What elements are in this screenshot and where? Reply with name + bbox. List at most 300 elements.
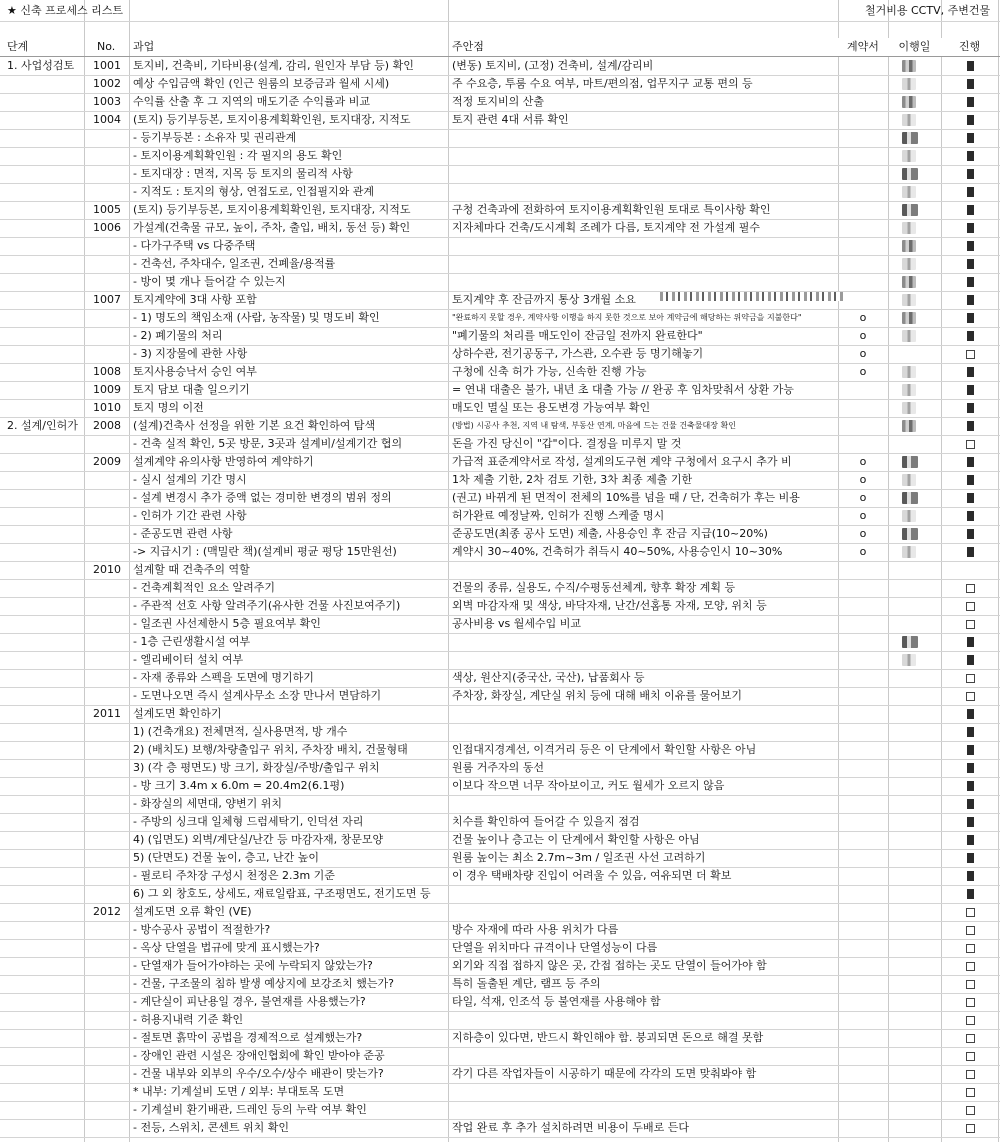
done-date-cell[interactable] (888, 345, 941, 363)
progress-cell[interactable] (941, 57, 998, 75)
done-date-cell[interactable] (888, 849, 941, 867)
no-cell[interactable] (90, 957, 129, 975)
progress-cell[interactable] (941, 399, 998, 417)
contract-cell[interactable]: o (859, 455, 867, 468)
progress-cell[interactable] (941, 1047, 998, 1065)
progress-cell[interactable] (941, 1011, 998, 1029)
task-cell[interactable]: - 토지이용계획확인원 : 각 필지의 용도 확인 (133, 149, 343, 162)
contract-cell[interactable] (838, 417, 888, 435)
progress-cell[interactable] (941, 507, 998, 525)
stage-cell[interactable] (4, 453, 84, 471)
notes-cell[interactable]: 지자체마다 건축/도시계획 조례가 다름, 토지계약 전 가설계 필수 (452, 221, 760, 234)
notes-cell[interactable]: 방수 자재에 따라 사용 위치가 다름 (452, 923, 619, 936)
contract-cell[interactable] (838, 1029, 888, 1047)
notes-cell[interactable] (449, 183, 838, 201)
no-cell[interactable] (90, 921, 129, 939)
no-cell[interactable] (90, 579, 129, 597)
stage-cell[interactable] (4, 741, 84, 759)
stage-cell[interactable] (4, 543, 84, 561)
contract-cell[interactable] (838, 291, 888, 309)
stage-cell[interactable] (4, 1119, 84, 1137)
done-date-cell[interactable] (888, 255, 941, 273)
task-cell[interactable]: - 2) 폐기물의 처리 (133, 329, 223, 342)
task-cell[interactable]: 설계계약 유의사항 반영하여 계약하기 (133, 455, 314, 468)
stage-cell[interactable] (4, 795, 84, 813)
notes-cell[interactable]: 치수를 확인하여 들어갈 수 있을지 점검 (452, 815, 640, 828)
stage-cell[interactable] (4, 93, 84, 111)
contract-cell[interactable] (838, 849, 888, 867)
notes-cell[interactable]: (권고) 바뀌게 된 면적이 전체의 10%를 넘을 때 / 단, 건축허가 후는 비용 (452, 491, 800, 504)
notes-cell[interactable] (449, 633, 838, 651)
sheet-title[interactable]: ★ 신축 프로세스 리스트 (7, 4, 123, 17)
contract-cell[interactable] (838, 1083, 888, 1101)
progress-empty-checkbox[interactable] (966, 908, 975, 917)
progress-cell[interactable] (941, 309, 998, 327)
done-date-cell[interactable] (888, 885, 941, 903)
notes-cell[interactable]: (방법) 시공사 추천, 지역 내 탐색, 부동산 연계, 마음에 드는 건물 건축물대장 확인 (452, 421, 736, 430)
done-date-cell[interactable] (888, 327, 941, 345)
contract-cell[interactable]: o (859, 527, 867, 540)
notes-cell[interactable] (449, 147, 838, 165)
done-date-cell[interactable] (888, 939, 941, 957)
contract-cell[interactable] (838, 669, 888, 687)
contract-cell[interactable] (838, 759, 888, 777)
progress-cell[interactable] (941, 1101, 998, 1119)
no-cell[interactable] (90, 777, 129, 795)
stage-cell[interactable] (4, 291, 84, 309)
contract-cell[interactable] (838, 885, 888, 903)
task-cell[interactable]: - 인허가 기간 관련 사항 (133, 509, 247, 522)
done-date-cell[interactable] (888, 435, 941, 453)
progress-cell[interactable] (941, 777, 998, 795)
no-cell[interactable] (90, 309, 129, 327)
done-date-cell[interactable] (888, 615, 941, 633)
notes-cell[interactable]: 준공도면(최종 공사 도면) 제출, 사용승인 후 잔금 지급(10~20%) (452, 527, 768, 540)
notes-cell[interactable]: 허가완료 예정날짜, 인허가 진행 스케줄 명시 (452, 509, 665, 522)
no-cell[interactable] (90, 993, 129, 1011)
progress-cell[interactable] (941, 975, 998, 993)
done-date-cell[interactable] (888, 1065, 941, 1083)
done-date-cell[interactable] (888, 903, 941, 921)
notes-cell[interactable] (449, 1101, 838, 1119)
progress-cell[interactable] (941, 291, 998, 309)
stage-cell[interactable] (4, 975, 84, 993)
stage-cell[interactable] (4, 471, 84, 489)
progress-empty-checkbox[interactable] (966, 926, 975, 935)
progress-cell[interactable] (941, 237, 998, 255)
progress-cell[interactable] (941, 129, 998, 147)
progress-empty-checkbox[interactable] (966, 1052, 975, 1061)
task-cell[interactable]: - 필로티 주차장 구성시 천정은 2.3m 기준 (133, 869, 335, 882)
no-cell[interactable]: 1008 (93, 365, 121, 378)
contract-cell[interactable] (838, 201, 888, 219)
notes-cell[interactable] (449, 1047, 838, 1065)
no-cell[interactable] (90, 633, 129, 651)
progress-cell[interactable] (941, 939, 998, 957)
contract-cell[interactable] (838, 93, 888, 111)
no-cell[interactable] (90, 795, 129, 813)
progress-cell[interactable] (941, 867, 998, 885)
contract-cell[interactable]: o (859, 491, 867, 504)
task-cell[interactable]: 3) (각 층 평면도) 방 크기, 화장실/주방/출입구 위치 (133, 761, 380, 774)
done-date-cell[interactable] (888, 921, 941, 939)
stage-cell[interactable] (4, 777, 84, 795)
done-date-cell[interactable] (888, 1101, 941, 1119)
progress-cell[interactable] (941, 75, 998, 93)
stage-cell[interactable] (4, 1083, 84, 1101)
done-date-cell[interactable] (888, 1083, 941, 1101)
task-cell[interactable]: 설계할 때 건축주의 역할 (133, 563, 250, 576)
progress-cell[interactable] (941, 1029, 998, 1047)
task-cell[interactable]: - 자재 종류와 스펙을 도면에 명기하기 (133, 671, 314, 684)
progress-empty-checkbox[interactable] (966, 998, 975, 1007)
stage-cell[interactable]: 2. 설계/인허가 (7, 419, 78, 432)
done-date-cell[interactable] (888, 363, 941, 381)
progress-cell[interactable] (941, 525, 998, 543)
task-cell[interactable]: - 등기부등본 : 소유자 및 권리관계 (133, 131, 297, 144)
contract-cell[interactable] (838, 1119, 888, 1137)
no-cell[interactable]: 2009 (93, 455, 121, 468)
contract-cell[interactable] (838, 903, 888, 921)
stage-cell[interactable] (4, 201, 84, 219)
progress-cell[interactable] (941, 471, 998, 489)
task-cell[interactable]: - 준공도면 관련 사항 (133, 527, 233, 540)
progress-empty-checkbox[interactable] (966, 1106, 975, 1115)
notes-cell[interactable] (449, 129, 838, 147)
contract-cell[interactable] (838, 633, 888, 651)
task-cell[interactable]: (토지) 등기부등본, 토지이용계획확인원, 토지대장, 지적도 (133, 203, 411, 216)
stage-cell[interactable] (4, 399, 84, 417)
stage-cell[interactable] (4, 759, 84, 777)
task-cell[interactable]: 5) (단면도) 건물 높이, 층고, 난간 높이 (133, 851, 319, 864)
done-date-cell[interactable] (888, 381, 941, 399)
notes-cell[interactable] (449, 255, 838, 273)
done-date-cell[interactable] (888, 291, 941, 309)
stage-cell[interactable] (4, 525, 84, 543)
progress-cell[interactable] (941, 597, 998, 615)
no-cell[interactable] (90, 1065, 129, 1083)
notes-cell[interactable]: 원룸 거주자의 동선 (452, 761, 545, 774)
progress-empty-checkbox[interactable] (966, 692, 975, 701)
no-cell[interactable] (90, 255, 129, 273)
progress-cell[interactable] (941, 813, 998, 831)
done-date-cell[interactable] (888, 795, 941, 813)
no-cell[interactable] (90, 489, 129, 507)
stage-cell[interactable] (4, 129, 84, 147)
no-cell[interactable]: 1005 (93, 203, 121, 216)
no-cell[interactable] (90, 525, 129, 543)
notes-cell[interactable]: 인접대지경계선, 이격거리 등은 이 단계에서 확인할 사항은 아님 (452, 743, 757, 756)
stage-cell[interactable] (4, 921, 84, 939)
done-date-cell[interactable] (888, 1119, 941, 1137)
stage-cell[interactable] (4, 183, 84, 201)
contract-cell[interactable]: o (859, 473, 867, 486)
progress-cell[interactable] (941, 111, 998, 129)
contract-cell[interactable] (838, 975, 888, 993)
stage-cell[interactable] (4, 903, 84, 921)
header-done-date[interactable]: 이행일 (888, 38, 941, 56)
progress-cell[interactable] (941, 363, 998, 381)
contract-cell[interactable] (838, 723, 888, 741)
notes-cell[interactable]: 특히 돌출된 계단, 램프 등 주의 (452, 977, 601, 990)
notes-cell[interactable]: 돈을 가진 당신이 "갑"이다. 결정을 미루지 말 것 (452, 437, 682, 450)
stage-cell[interactable] (4, 597, 84, 615)
done-date-cell[interactable] (888, 165, 941, 183)
task-cell[interactable]: - 도면나오면 즉시 설계사무소 소장 만나서 면담하기 (133, 689, 382, 702)
task-cell[interactable]: - 기계설비 환기배관, 드레인 등의 누락 여부 확인 (133, 1103, 367, 1116)
contract-cell[interactable]: o (859, 347, 867, 360)
progress-cell[interactable] (941, 381, 998, 399)
contract-cell[interactable] (838, 381, 888, 399)
contract-cell[interactable] (838, 1011, 888, 1029)
contract-cell[interactable] (838, 615, 888, 633)
progress-cell[interactable] (941, 921, 998, 939)
progress-cell[interactable] (941, 1065, 998, 1083)
stage-cell[interactable] (4, 579, 84, 597)
no-cell[interactable]: 2012 (93, 905, 121, 918)
stage-cell[interactable] (4, 327, 84, 345)
header-no[interactable]: No. (94, 38, 129, 56)
task-cell[interactable]: 토지계약에 3대 사항 포함 (133, 293, 257, 306)
stage-cell[interactable] (4, 957, 84, 975)
done-date-cell[interactable] (888, 741, 941, 759)
progress-cell[interactable] (941, 417, 998, 435)
contract-cell[interactable] (838, 75, 888, 93)
done-date-cell[interactable] (888, 417, 941, 435)
no-cell[interactable] (90, 543, 129, 561)
task-cell[interactable]: - 1층 근린생활시설 여부 (133, 635, 251, 648)
progress-cell[interactable] (941, 183, 998, 201)
progress-empty-checkbox[interactable] (966, 962, 975, 971)
progress-cell[interactable] (941, 993, 998, 1011)
no-cell[interactable] (90, 1101, 129, 1119)
progress-cell[interactable] (941, 255, 998, 273)
done-date-cell[interactable] (888, 579, 941, 597)
notes-cell[interactable] (449, 885, 838, 903)
progress-cell[interactable] (941, 219, 998, 237)
done-date-cell[interactable] (888, 489, 941, 507)
task-cell[interactable]: - 허용지내력 기준 확인 (133, 1013, 244, 1026)
done-date-cell[interactable] (888, 831, 941, 849)
progress-cell[interactable] (941, 741, 998, 759)
no-cell[interactable]: 1007 (93, 293, 121, 306)
task-cell[interactable]: - 방이 몇 개나 들어갈 수 있는지 (133, 275, 286, 288)
done-date-cell[interactable] (888, 219, 941, 237)
no-cell[interactable] (90, 1047, 129, 1065)
progress-cell[interactable] (941, 345, 998, 363)
contract-cell[interactable] (838, 579, 888, 597)
notes-cell[interactable]: 매도인 멸실 또는 용도변경 가능여부 확인 (452, 401, 651, 414)
contract-cell[interactable] (838, 183, 888, 201)
task-cell[interactable]: - 장애인 관련 시설은 장애인협회에 확인 받아야 준공 (133, 1049, 385, 1062)
task-cell[interactable]: - 건축선, 주차대수, 일조권, 건폐율/용적률 (133, 257, 336, 270)
no-cell[interactable] (90, 615, 129, 633)
contract-cell[interactable] (838, 867, 888, 885)
task-cell[interactable]: - 3) 지장물에 관한 사항 (133, 347, 248, 360)
task-cell[interactable]: 1) (건축개요) 전체면적, 실사용면적, 방 개수 (133, 725, 348, 738)
notes-cell[interactable]: 작업 완료 후 추가 설치하려면 비용이 두배로 든다 (452, 1121, 689, 1134)
task-cell[interactable]: - 주관적 선호 사항 알려주기(유사한 건물 사진보여주기) (133, 599, 401, 612)
progress-cell[interactable] (941, 453, 998, 471)
contract-cell[interactable]: o (859, 545, 867, 558)
no-cell[interactable] (90, 273, 129, 291)
notes-cell[interactable]: 외벽 마감자재 및 색상, 바닥자재, 난간/선홈통 자재, 모양, 위치 등 (452, 599, 767, 612)
progress-empty-checkbox[interactable] (966, 584, 975, 593)
task-cell[interactable]: - 단열재가 들어가야하는 곳에 누락되지 않았는가? (133, 959, 373, 972)
contract-cell[interactable] (838, 1065, 888, 1083)
stage-cell[interactable] (4, 219, 84, 237)
task-cell[interactable]: 토지 명의 이전 (133, 401, 204, 414)
no-cell[interactable] (90, 1083, 129, 1101)
task-cell[interactable]: 가설계(건축물 규모, 높이, 주차, 출입, 배치, 동선 등) 확인 (133, 221, 411, 234)
task-cell[interactable]: - 계단실이 피난용일 경우, 불연재를 사용했는가? (133, 995, 366, 1008)
no-cell[interactable]: 2008 (93, 419, 121, 432)
stage-cell[interactable] (4, 1101, 84, 1119)
no-cell[interactable] (90, 759, 129, 777)
task-cell[interactable]: - 화장실의 세면대, 양변기 위치 (133, 797, 282, 810)
progress-cell[interactable] (941, 687, 998, 705)
notes-cell[interactable]: 이보다 작으면 너무 작아보이고, 커도 월세가 오르지 않음 (452, 779, 725, 792)
task-cell[interactable]: - 건물 내부와 외부의 우수/오수/상수 배관이 맞는가? (133, 1067, 384, 1080)
stage-cell[interactable] (4, 885, 84, 903)
progress-cell[interactable] (941, 201, 998, 219)
contract-cell[interactable] (838, 561, 888, 579)
stage-cell[interactable] (4, 381, 84, 399)
contract-cell[interactable] (838, 705, 888, 723)
stage-cell[interactable] (4, 939, 84, 957)
task-cell[interactable]: - 절토면 흙막이 공법을 경제적으로 설계했는가? (133, 1031, 363, 1044)
no-cell[interactable] (90, 831, 129, 849)
done-date-cell[interactable] (888, 453, 941, 471)
stage-cell[interactable] (4, 831, 84, 849)
no-cell[interactable] (90, 1119, 129, 1137)
notes-cell[interactable]: 지하층이 있다면, 반드시 확인해야 함. 붕괴되면 돈으로 해결 못함 (452, 1031, 764, 1044)
progress-cell[interactable] (941, 273, 998, 291)
no-cell[interactable] (90, 435, 129, 453)
progress-cell[interactable] (941, 957, 998, 975)
header-notes[interactable]: 주안점 (449, 38, 829, 56)
no-cell[interactable] (90, 669, 129, 687)
done-date-cell[interactable] (888, 1029, 941, 1047)
stage-cell[interactable] (4, 363, 84, 381)
stage-cell[interactable] (4, 237, 84, 255)
notes-cell[interactable]: 색상, 원산지(중국산, 국산), 납품회사 등 (452, 671, 645, 684)
stage-cell[interactable] (4, 111, 84, 129)
stage-cell[interactable] (4, 273, 84, 291)
contract-cell[interactable] (838, 273, 888, 291)
stage-cell[interactable] (4, 345, 84, 363)
task-cell[interactable]: - 건물, 구조물의 침하 발생 예상지에 보강조치 했는가? (133, 977, 394, 990)
header-task[interactable]: 과업 (130, 38, 430, 56)
notes-cell[interactable]: 타일, 석재, 인조석 등 불연재를 사용해야 함 (452, 995, 661, 1008)
done-date-cell[interactable] (888, 309, 941, 327)
notes-cell[interactable] (449, 237, 838, 255)
task-cell[interactable]: 6) 그 외 창호도, 상세도, 재료일람표, 구조평면도, 전기도면 등 (133, 887, 431, 900)
no-cell[interactable]: 1010 (93, 401, 121, 414)
task-cell[interactable]: - 실시 설계의 기간 명시 (133, 473, 247, 486)
stage-cell[interactable] (4, 255, 84, 273)
progress-cell[interactable] (941, 327, 998, 345)
progress-cell[interactable] (941, 561, 998, 579)
stage-cell[interactable] (4, 435, 84, 453)
progress-cell[interactable] (941, 1083, 998, 1101)
stage-cell[interactable] (4, 633, 84, 651)
notes-cell[interactable]: 이 경우 택배차량 진입이 어려울 수 있음, 여유되면 더 확보 (452, 869, 732, 882)
notes-cell[interactable] (449, 273, 838, 291)
done-date-cell[interactable] (888, 1011, 941, 1029)
progress-empty-checkbox[interactable] (966, 1088, 975, 1097)
stage-cell[interactable] (4, 867, 84, 885)
no-cell[interactable]: 1006 (93, 221, 121, 234)
notes-cell[interactable]: (변동) 토지비, (고정) 건축비, 설계/감리비 (452, 59, 654, 72)
task-cell[interactable]: - 전등, 스위치, 콘센트 위치 확인 (133, 1121, 289, 1134)
done-date-cell[interactable] (888, 75, 941, 93)
sheet-title-right[interactable]: 철거비용 CCTV, 주변건물 (865, 4, 991, 17)
progress-cell[interactable] (941, 831, 998, 849)
progress-cell[interactable] (941, 633, 998, 651)
notes-cell[interactable]: 가급적 표준계약서로 작성, 설계의도구현 계약 구청에서 요구시 추가 비 (452, 455, 792, 468)
stage-cell[interactable] (4, 813, 84, 831)
stage-cell[interactable] (4, 993, 84, 1011)
no-cell[interactable] (90, 813, 129, 831)
notes-cell[interactable] (449, 1011, 838, 1029)
stage-cell[interactable] (4, 309, 84, 327)
notes-cell[interactable]: 단열을 위치마다 규격이나 단열성능이 다름 (452, 941, 658, 954)
stage-cell[interactable] (4, 723, 84, 741)
notes-cell[interactable]: 구청에 신축 허가 가능, 신속한 진행 가능 (452, 365, 647, 378)
progress-cell[interactable] (941, 849, 998, 867)
no-cell[interactable]: 2011 (93, 707, 121, 720)
progress-cell[interactable] (941, 705, 998, 723)
done-date-cell[interactable] (888, 93, 941, 111)
notes-cell[interactable]: 주차장, 화장실, 계단실 위치 등에 대해 배치 이유를 물어보기 (452, 689, 742, 702)
no-cell[interactable] (90, 597, 129, 615)
header-contract[interactable]: 계약서 (838, 38, 888, 56)
notes-cell[interactable]: 상하수관, 전기공동구, 가스관, 오수관 등 명기해놓기 (452, 347, 704, 360)
no-cell[interactable] (90, 687, 129, 705)
notes-cell[interactable]: "완료하지 못할 경우, 계약사항 이행을 하지 못한 것으로 보아 계약금에 해당하는 위약금을 지불한다" (452, 313, 802, 322)
notes-cell[interactable]: 외기와 직접 접하지 않은 곳, 간접 접하는 곳도 단열이 들어가야 함 (452, 959, 767, 972)
contract-cell[interactable] (838, 813, 888, 831)
done-date-cell[interactable] (888, 597, 941, 615)
no-cell[interactable] (90, 1029, 129, 1047)
no-cell[interactable]: 1001 (93, 59, 121, 72)
no-cell[interactable] (90, 1011, 129, 1029)
task-cell[interactable]: 토지 담보 대출 일으키기 (133, 383, 250, 396)
task-cell[interactable]: 설계도면 오류 확인 (VE) (133, 905, 252, 918)
done-date-cell[interactable] (888, 111, 941, 129)
done-date-cell[interactable] (888, 273, 941, 291)
progress-cell[interactable] (941, 669, 998, 687)
stage-cell[interactable] (4, 489, 84, 507)
done-date-cell[interactable] (888, 183, 941, 201)
task-cell[interactable]: * 내부: 기계설비 도면 / 외부: 부대토목 도면 (133, 1085, 345, 1098)
stage-cell[interactable] (4, 705, 84, 723)
notes-cell[interactable]: 건물의 종류, 실용도, 수직/수평동선체계, 향후 확장 계획 등 (452, 581, 736, 594)
done-date-cell[interactable] (888, 651, 941, 669)
stage-cell[interactable] (4, 615, 84, 633)
task-cell[interactable]: -> 지급시기 : (맥밀란 책)(설계비 평균 평당 15만원선) (133, 545, 397, 558)
done-date-cell[interactable] (888, 957, 941, 975)
stage-cell[interactable] (4, 1029, 84, 1047)
task-cell[interactable]: - 지적도 : 토지의 형상, 연접도로, 인접필지와 관계 (133, 185, 375, 198)
done-date-cell[interactable] (888, 147, 941, 165)
contract-cell[interactable] (838, 111, 888, 129)
contract-cell[interactable] (838, 435, 888, 453)
done-date-cell[interactable] (888, 633, 941, 651)
notes-cell[interactable]: 토지계약 후 잔금까지 통상 3개월 소요 (452, 293, 636, 306)
contract-cell[interactable] (838, 237, 888, 255)
